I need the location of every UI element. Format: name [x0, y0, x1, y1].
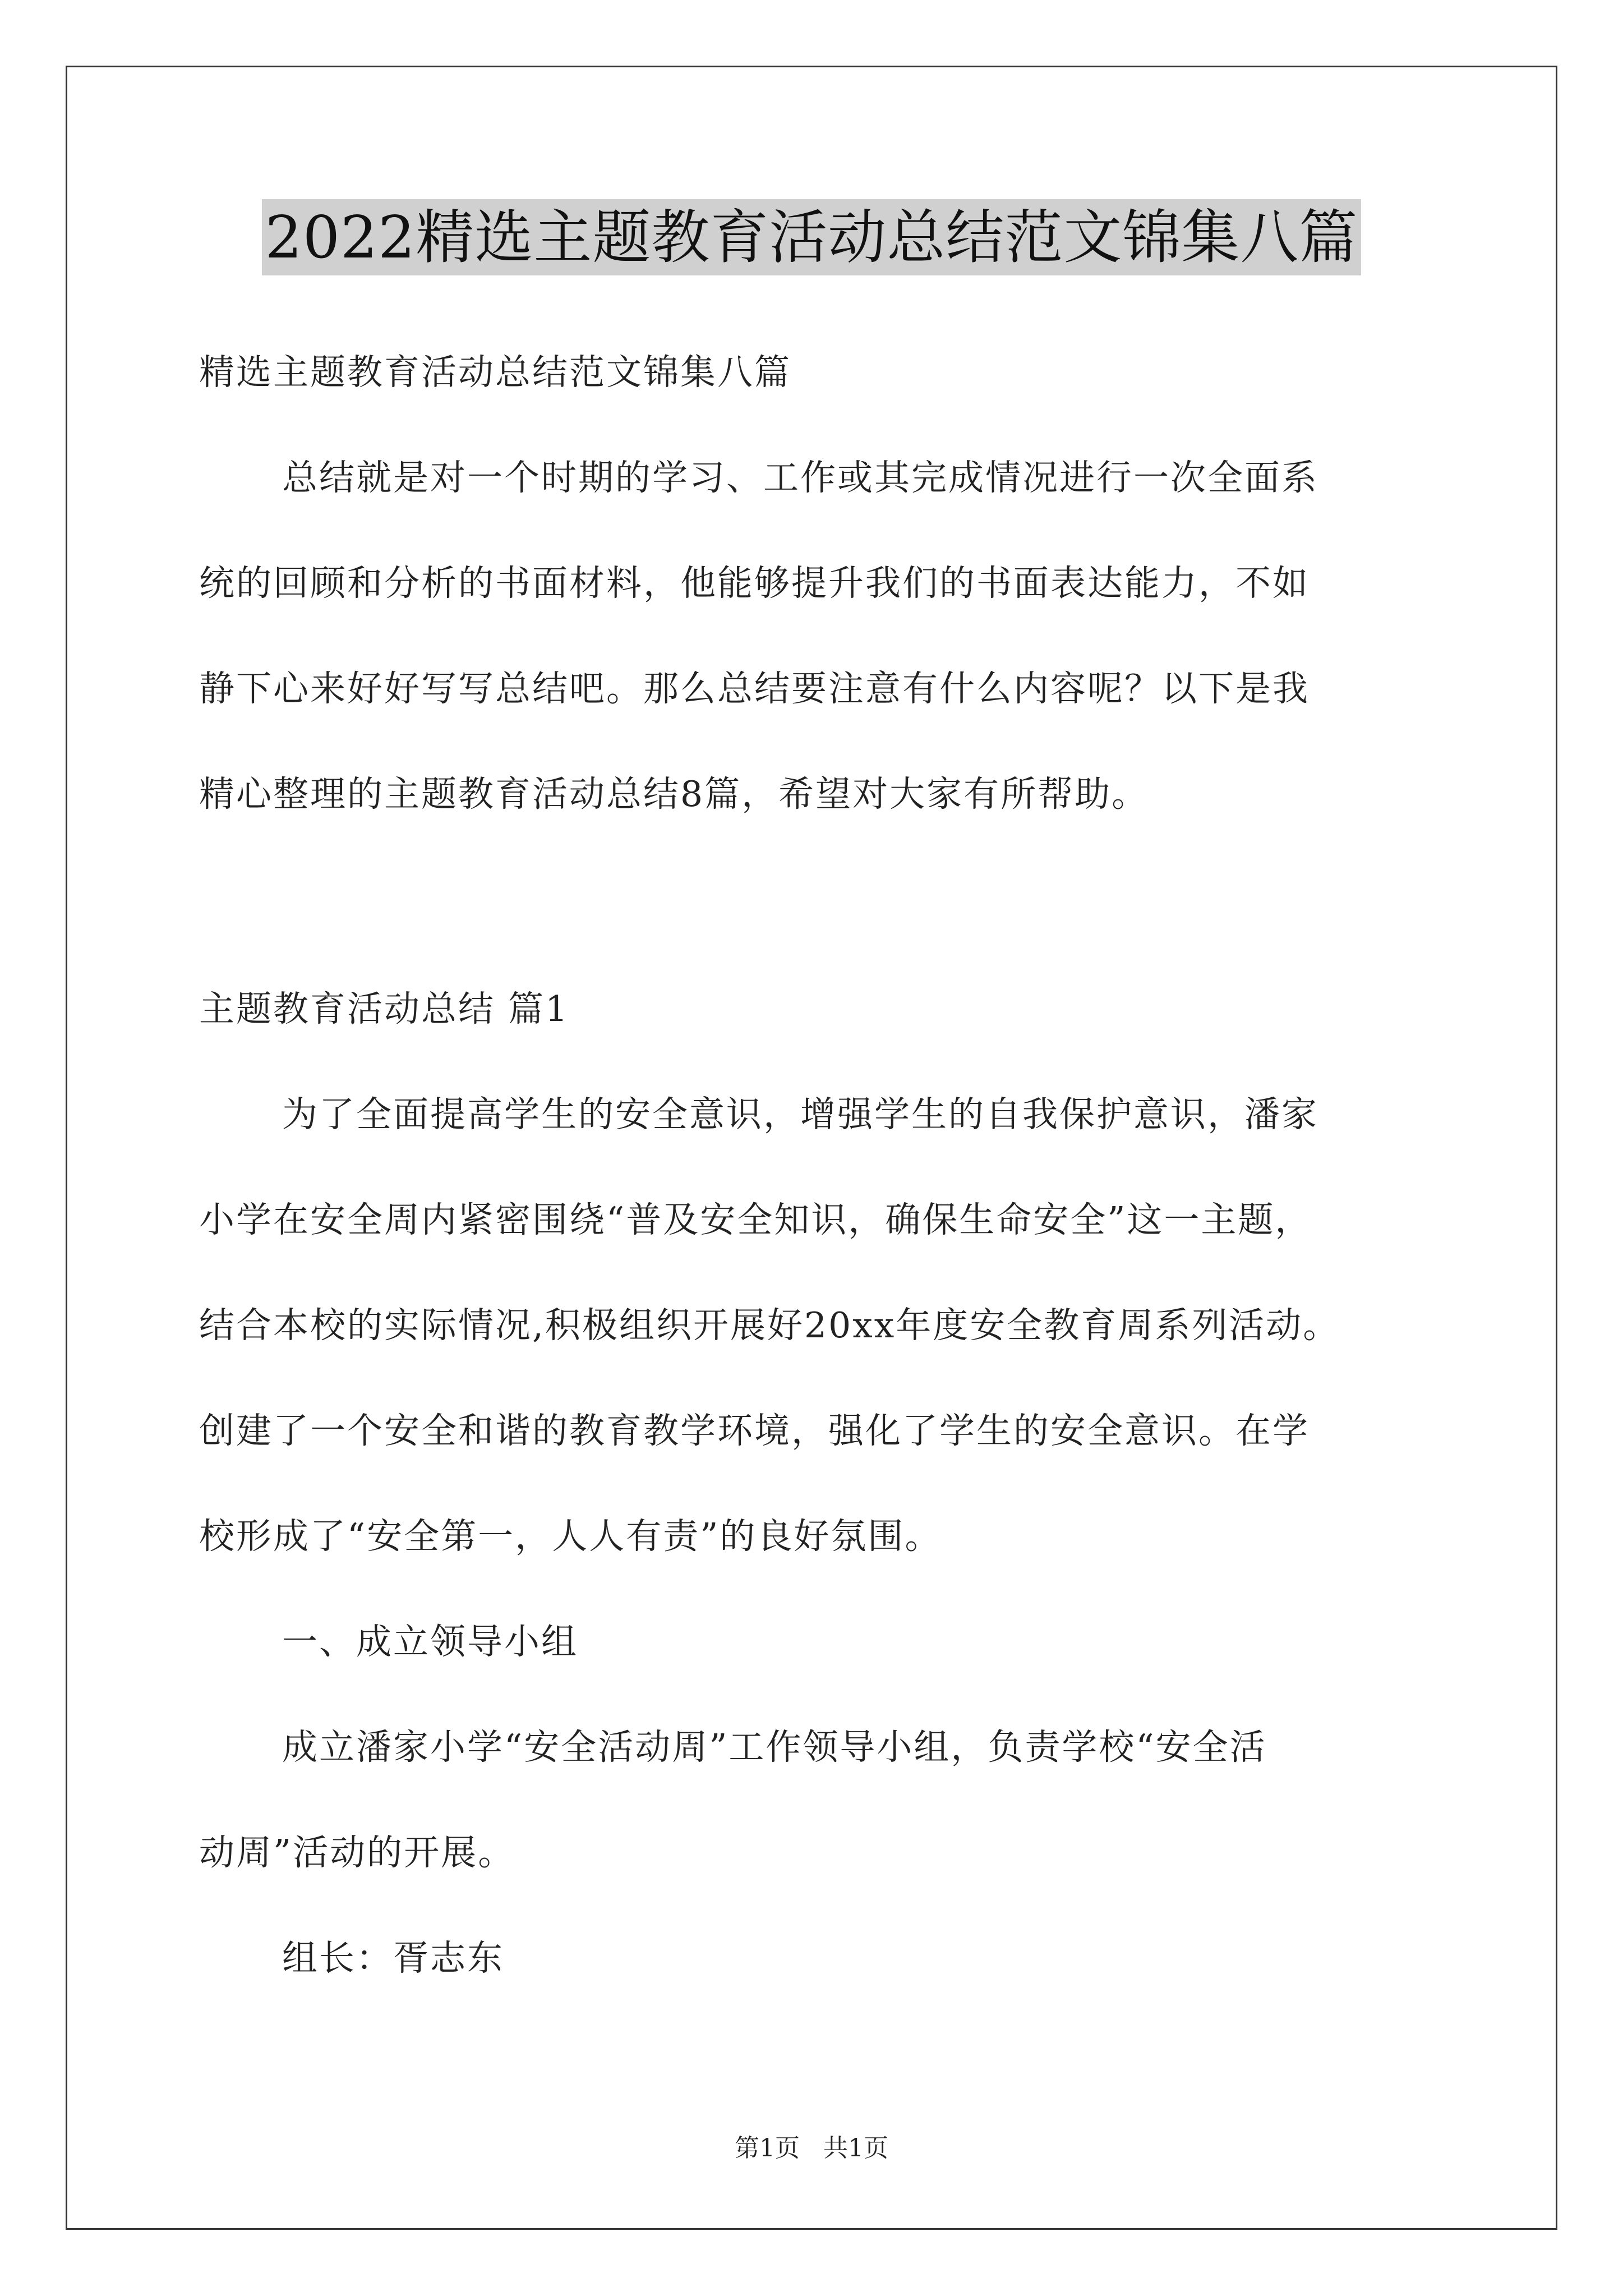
intro-paragraph-line-2: 统的回顾和分析的书面材料，他能够提升我们的书面表达能力，不如	[199, 563, 1310, 604]
paragraph-gap	[199, 847, 1433, 956]
leader-line: 组长：胥志东	[282, 1938, 504, 1978]
document-title: 2022精选主题教育活动总结范文锦集八篇	[262, 199, 1362, 275]
section-paragraph-line-4: 创建了一个安全和谐的教育教学环境，强化了学生的安全意识。在学	[199, 1410, 1310, 1451]
subsection-heading: 一、成立领导小组	[282, 1621, 578, 1662]
section-heading: 主题教育活动总结 篇1	[199, 988, 570, 1029]
section-paragraph-line-5: 校形成了“安全第一，人人有责”的良好氛围。	[199, 1516, 942, 1557]
intro-paragraph-line-3: 静下心来好好写写总结吧。那么总结要注意有什么内容呢？以下是我	[199, 668, 1310, 709]
section-paragraph-line-3: 结合本校的实际情况,积极组织开展好20xx年度安全教育周系列活动。	[199, 1305, 1340, 1346]
subsection-paragraph-line-2: 动周”活动的开展。	[199, 1832, 515, 1873]
subtitle-line: 精选主题教育活动总结范文锦集八篇	[199, 352, 791, 393]
section-paragraph-line-2: 小学在安全周内紧密围绕“普及安全知识，确保生命安全”这一主题，	[199, 1199, 1312, 1240]
subsection-paragraph-line-1: 成立潘家小学“安全活动周”工作领导小组，负责学校“安全活	[282, 1727, 1267, 1768]
intro-paragraph-line-4: 精心整理的主题教育活动总结8篇，希望对大家有所帮助。	[199, 774, 1149, 815]
page-number-current: 第1页	[735, 2134, 800, 2162]
document-body	[199, 320, 1433, 2011]
intro-paragraph-line-1: 总结就是对一个时期的学习、工作或其完成情况进行一次全面系	[282, 457, 1318, 498]
section-paragraph-line-1: 为了全面提高学生的安全意识，增强学生的自我保护意识，潘家	[282, 1094, 1318, 1135]
title-container	[0, 199, 1623, 275]
page-footer	[0, 2132, 1623, 2165]
page-number-total: 共1页	[823, 2134, 888, 2162]
